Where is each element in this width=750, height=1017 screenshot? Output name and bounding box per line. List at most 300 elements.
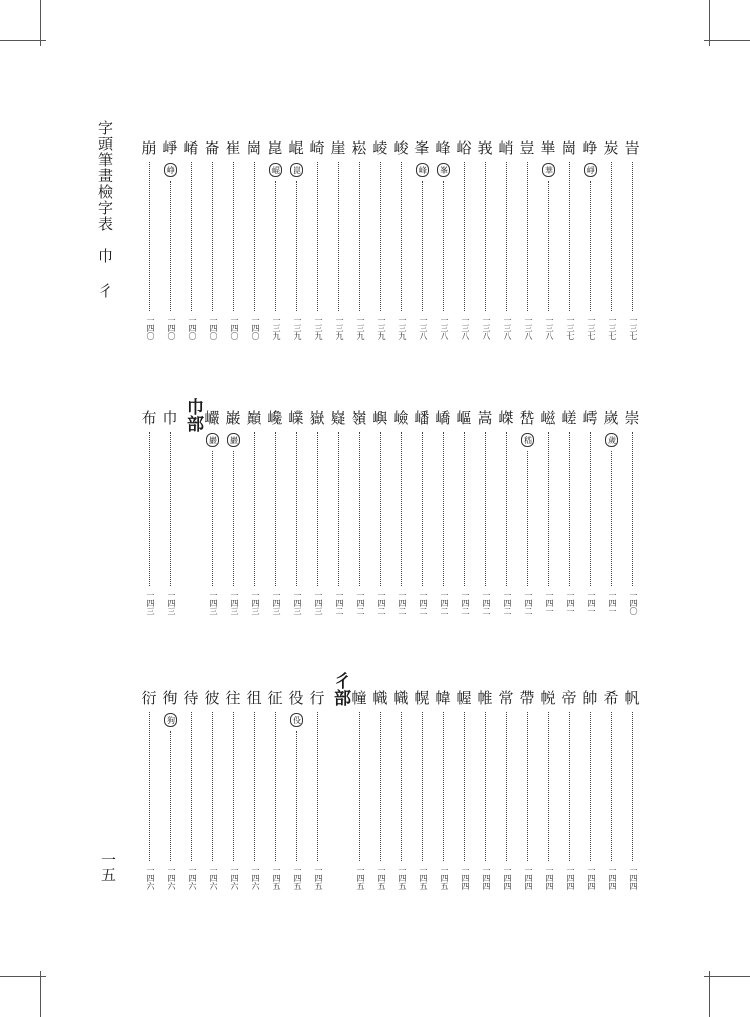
entry-character: 帝 [561, 689, 577, 707]
entry-character: 衍 [141, 689, 157, 707]
variant-form: 峯 [437, 163, 450, 177]
crop-mark [704, 976, 750, 977]
dot-leader [632, 162, 633, 311]
dot-leader [443, 181, 444, 311]
entry-character: 幟 [393, 689, 409, 707]
page-reference: 一四二 [419, 591, 428, 615]
page-reference: 一四五 [377, 866, 386, 890]
page-reference: 一四三 [230, 591, 239, 615]
page-reference: 一三九 [272, 316, 281, 340]
dot-leader [296, 181, 297, 311]
entry-character: 崚 [372, 139, 388, 157]
entry-character: 常 [498, 689, 514, 707]
page-reference: 一四二 [503, 591, 512, 615]
dot-leader [275, 432, 276, 586]
entry-character: 布 [141, 409, 157, 427]
dot-leader [212, 712, 213, 861]
dot-leader [149, 162, 150, 311]
index-entry [454, 140, 474, 340]
page-reference: 一四〇 [230, 316, 239, 340]
index-entry [622, 690, 642, 890]
crop-mark [0, 40, 46, 41]
page-reference: 一四〇 [146, 316, 155, 340]
index-entry [349, 690, 369, 890]
entry-character: 崧 [351, 139, 367, 157]
page-reference: 一四二 [356, 591, 365, 615]
dot-leader [338, 162, 339, 311]
page-reference: 一四四 [524, 866, 533, 890]
dot-leader [233, 162, 234, 311]
entry-character: 崢 [162, 139, 178, 157]
index-entry [202, 690, 222, 890]
dot-leader [464, 432, 465, 586]
variant-form: 崑 [290, 163, 303, 177]
section-heading: 彳部 [330, 672, 350, 706]
dot-leader [254, 162, 255, 311]
entry-character: 役 [288, 689, 304, 707]
dot-leader [506, 432, 507, 586]
page-reference: 一三八 [461, 316, 470, 340]
entry-character: 行 [309, 689, 325, 707]
page-reference: 一四五 [293, 866, 302, 890]
dot-leader [317, 432, 318, 586]
index-entry [475, 410, 495, 615]
index-entry [370, 690, 390, 890]
index-entry [475, 140, 495, 340]
entry-character: 崩 [141, 139, 157, 157]
dot-leader [191, 712, 192, 861]
index-entry [559, 410, 579, 615]
dot-leader [170, 731, 171, 861]
page-reference: 一三九 [356, 316, 365, 340]
entry-character: 崔 [225, 139, 241, 157]
dot-leader [359, 432, 360, 586]
page-reference: 一四三 [293, 591, 302, 615]
dot-leader [233, 451, 234, 586]
entry-character: 徇 [162, 689, 178, 707]
entry-character: 巾 [162, 409, 178, 427]
index-entry [181, 690, 201, 890]
entry-character: 嵯 [561, 409, 577, 427]
dot-leader [590, 432, 591, 586]
dot-leader [611, 162, 612, 311]
entry-character: 帷 [477, 689, 493, 707]
variant-form: 歲 [605, 433, 618, 447]
entry-character: 嶷 [330, 409, 346, 427]
page-reference: 一四六 [167, 866, 176, 890]
index-entry [601, 690, 621, 890]
index-entry [223, 140, 243, 340]
page-reference: 一四五 [398, 866, 407, 890]
running-title: 字頭筆畫檢字表 巾 彳 [96, 120, 114, 299]
entry-character: 幢 [351, 689, 367, 707]
entry-character: 峩 [477, 139, 493, 157]
page-reference: 一四四 [608, 866, 617, 890]
entry-character: 帨 [540, 689, 556, 707]
index-entry [265, 140, 285, 340]
dot-leader [296, 432, 297, 586]
crop-mark [704, 40, 750, 41]
page-reference: 一四四 [461, 866, 470, 890]
dot-leader [317, 712, 318, 861]
page-reference: 一四二 [335, 591, 344, 615]
index-entry [517, 410, 537, 615]
index-entry [496, 140, 516, 340]
dot-leader [506, 162, 507, 311]
page-reference: 一四六 [209, 866, 218, 890]
page-reference: 一四五 [272, 866, 281, 890]
index-entry [412, 140, 432, 340]
variant-form: 峰 [416, 163, 429, 177]
page-reference: 一三八 [419, 316, 428, 340]
index-entry [433, 410, 453, 615]
index-entry [244, 140, 264, 340]
index-entry [349, 410, 369, 615]
page-reference: 一四六 [146, 866, 155, 890]
index-entry [622, 410, 642, 615]
index-entry [307, 690, 327, 890]
page-reference: 一三九 [377, 316, 386, 340]
entry-character: 崑 [267, 139, 283, 157]
index-entry [202, 410, 222, 615]
entry-character: 嶮 [393, 409, 409, 427]
entry-character: 希 [603, 689, 619, 707]
dot-leader [506, 712, 507, 861]
page-reference: 一四〇 [188, 316, 197, 340]
dot-leader [212, 451, 213, 586]
dot-leader [590, 712, 591, 861]
index-entry [223, 690, 243, 890]
page-reference: 一三九 [314, 316, 323, 340]
crop-mark [0, 976, 46, 977]
index-entry [601, 140, 621, 340]
page-reference: 一四四 [545, 866, 554, 890]
entry-character: 嶠 [435, 409, 451, 427]
page-reference: 一四〇 [629, 591, 638, 615]
page-reference: 一四六 [251, 866, 260, 890]
entry-character: 崙 [204, 139, 220, 157]
dot-leader [548, 181, 549, 311]
entry-character: 征 [267, 689, 283, 707]
page-reference: 一四二 [461, 591, 470, 615]
section-heading: 巾部 [183, 398, 203, 432]
index-entry [139, 410, 159, 615]
index-entry [496, 690, 516, 890]
index-entry [328, 410, 348, 615]
entry-character: 幟 [372, 689, 388, 707]
page-reference: 一三八 [440, 316, 449, 340]
index-entry [412, 690, 432, 890]
dot-leader [317, 162, 318, 311]
dot-leader [275, 712, 276, 861]
page-reference: 一四五 [419, 866, 428, 890]
index-entry [433, 140, 453, 340]
index-entry [559, 690, 579, 890]
entry-character: 待 [183, 689, 199, 707]
dot-leader [569, 432, 570, 586]
page-reference: 一四一 [587, 591, 596, 615]
dot-leader [632, 432, 633, 586]
page-reference: 一四二 [524, 591, 533, 615]
entry-character: 崗 [246, 139, 262, 157]
index-entry [139, 690, 159, 890]
dot-leader [548, 712, 549, 861]
page-reference: 一四四 [566, 866, 575, 890]
index-entry [202, 140, 222, 340]
index-entry [538, 140, 558, 340]
dot-leader [149, 432, 150, 586]
page-reference: 一三七 [629, 316, 638, 340]
dot-leader [527, 712, 528, 861]
dot-leader [401, 162, 402, 311]
dot-leader [443, 432, 444, 586]
entry-character: 嶇 [456, 409, 472, 427]
index-entry [328, 140, 348, 340]
page-reference: 一四二 [398, 591, 407, 615]
index-entry [286, 690, 306, 890]
dot-leader [170, 181, 171, 311]
page-reference: 一三九 [398, 316, 407, 340]
entry-character: 帶 [519, 689, 535, 707]
index-entry [391, 410, 411, 615]
page-reference: 一四二 [440, 591, 449, 615]
dot-leader [485, 162, 486, 311]
dot-leader [611, 451, 612, 586]
page-reference: 一四〇 [209, 316, 218, 340]
entry-character: 帥 [582, 689, 598, 707]
dot-leader [548, 432, 549, 586]
index-entry [160, 410, 180, 615]
entry-character: 嶓 [414, 409, 430, 427]
page-reference: 一三七 [608, 316, 617, 340]
dot-leader [170, 432, 171, 586]
entry-character: 幌 [414, 689, 430, 707]
index-entry [160, 690, 180, 890]
entry-character: 嶼 [372, 409, 388, 427]
entry-character: 峥 [582, 139, 598, 157]
variant-form: 華 [542, 163, 555, 177]
dot-leader [380, 712, 381, 861]
entry-character: 往 [225, 689, 241, 707]
index-entry [433, 690, 453, 890]
index-entry [475, 690, 495, 890]
entry-character: 嵆 [519, 409, 535, 427]
variant-form: 崐 [269, 163, 282, 177]
dot-leader [590, 181, 591, 311]
page-reference: 一四三 [251, 591, 260, 615]
index-entry [349, 140, 369, 340]
index-entry [517, 690, 537, 890]
page-reference: 一四三 [167, 591, 176, 615]
entry-character: 嵗 [603, 409, 619, 427]
index-entry [622, 140, 642, 340]
dot-leader [443, 712, 444, 861]
entry-character: 幃 [435, 689, 451, 707]
index-entry [580, 410, 600, 615]
page-reference: 一三九 [293, 316, 302, 340]
page-reference: 一四一 [566, 591, 575, 615]
page-reference: 一四四 [503, 866, 512, 890]
index-entry [139, 140, 159, 340]
page-reference: 一四四 [482, 866, 491, 890]
entry-character: 崎 [309, 139, 325, 157]
entry-character: 彼 [204, 689, 220, 707]
dot-leader [212, 162, 213, 311]
variant-form: 嵇 [521, 433, 534, 447]
entry-character: 豈 [519, 139, 535, 157]
index-entry [223, 410, 243, 615]
dot-leader [527, 162, 528, 311]
entry-character: 嶀 [582, 409, 598, 427]
index-entry [391, 690, 411, 890]
dot-leader [422, 712, 423, 861]
page-reference: 一四三 [209, 591, 218, 615]
dot-leader [233, 712, 234, 861]
dot-leader [401, 432, 402, 586]
dot-leader [632, 712, 633, 861]
entry-character: 峰 [435, 139, 451, 157]
entry-character: 峪 [456, 139, 472, 157]
page-reference: 一四四 [587, 866, 596, 890]
dot-leader [569, 712, 570, 861]
page-reference: 一四五 [356, 866, 365, 890]
page-reference: 一四四 [629, 866, 638, 890]
entry-character: 峭 [498, 139, 514, 157]
dot-leader [611, 712, 612, 861]
dot-leader [485, 712, 486, 861]
index-entry [286, 140, 306, 340]
entry-character: 嶽 [309, 409, 325, 427]
entry-character: 巉 [267, 409, 283, 427]
entry-character: 峻 [393, 139, 409, 157]
index-entry [580, 140, 600, 340]
entry-character: 巔 [246, 409, 262, 427]
index-entry [454, 410, 474, 615]
entry-character: 巌 [225, 409, 241, 427]
entry-character: 徂 [246, 689, 262, 707]
dot-leader [485, 432, 486, 586]
index-entry [265, 690, 285, 890]
page-reference: 一四五 [440, 866, 449, 890]
index-entry [181, 140, 201, 340]
variant-form: 峥 [164, 163, 177, 177]
index-entry [454, 690, 474, 890]
dot-leader [359, 712, 360, 861]
entry-character: 嵥 [498, 409, 514, 427]
index-entry [244, 690, 264, 890]
index-entry [370, 140, 390, 340]
dot-leader [191, 162, 192, 311]
index-entry [496, 410, 516, 615]
index-entry [538, 690, 558, 890]
variant-form: 巖 [227, 433, 240, 447]
dot-leader [296, 731, 297, 861]
page-reference: 一三七 [566, 316, 575, 340]
entry-character: 嵫 [540, 409, 556, 427]
page-reference: 一三八 [524, 316, 533, 340]
entry-character: 嶫 [288, 409, 304, 427]
entry-character: 崤 [183, 139, 199, 157]
index-entry [538, 410, 558, 615]
index-entry [391, 140, 411, 340]
page-reference: 一三八 [503, 316, 512, 340]
dot-leader [464, 162, 465, 311]
dot-leader [254, 712, 255, 861]
variant-form: 崢 [584, 163, 597, 177]
dot-leader [359, 162, 360, 311]
page-reference: 一四三 [146, 591, 155, 615]
entry-character: 峕 [624, 139, 640, 157]
entry-character: 峯 [414, 139, 430, 157]
entry-character: 崗 [561, 139, 577, 157]
index-entry [517, 140, 537, 340]
dot-leader [275, 181, 276, 311]
page-reference: 一四二 [482, 591, 491, 615]
index-entry [160, 140, 180, 340]
page-reference: 一四三 [272, 591, 281, 615]
dot-leader [527, 451, 528, 586]
variant-form: 巖 [206, 433, 219, 447]
index-entry [580, 690, 600, 890]
page-reference: 一四二 [377, 591, 386, 615]
page-reference: 一三九 [335, 316, 344, 340]
dot-leader [338, 432, 339, 586]
page-reference: 一四六 [230, 866, 239, 890]
page-reference: 一三七 [587, 316, 596, 340]
page-reference: 一四六 [188, 866, 197, 890]
entry-character: 崇 [624, 409, 640, 427]
dot-leader [380, 432, 381, 586]
entry-character: 崖 [330, 139, 346, 157]
page-reference: 一四〇 [167, 316, 176, 340]
dot-leader [380, 162, 381, 311]
index-entry [265, 410, 285, 615]
dot-leader [422, 181, 423, 311]
index-entry [559, 140, 579, 340]
entry-character: 崋 [540, 139, 556, 157]
entry-character: 幄 [456, 689, 472, 707]
dot-leader [464, 712, 465, 861]
index-entry [370, 410, 390, 615]
entry-character: 嵩 [477, 409, 493, 427]
entry-character: 崐 [288, 139, 304, 157]
dot-leader [401, 712, 402, 861]
page-reference: 一四五 [314, 866, 323, 890]
index-entry [307, 410, 327, 615]
index-entry [244, 410, 264, 615]
dot-leader [254, 432, 255, 586]
entry-character: 帆 [624, 689, 640, 707]
dot-leader [149, 712, 150, 861]
variant-form: 狗 [164, 713, 177, 727]
entry-character: 炭 [603, 139, 619, 157]
page-reference: 一四一 [608, 591, 617, 615]
page-number: 一五 [99, 852, 117, 882]
page-reference: 一四三 [314, 591, 323, 615]
entry-character: 巗 [204, 409, 220, 427]
crop-mark [709, 971, 710, 1017]
index-entry [412, 410, 432, 615]
dot-leader [422, 432, 423, 586]
crop-mark [40, 971, 41, 1017]
page-reference: 一三八 [482, 316, 491, 340]
index-entry [307, 140, 327, 340]
variant-form: 伇 [290, 713, 303, 727]
entry-character: 嶺 [351, 409, 367, 427]
page-reference: 一四一 [545, 591, 554, 615]
index-entry [286, 410, 306, 615]
index-entry [601, 410, 621, 615]
